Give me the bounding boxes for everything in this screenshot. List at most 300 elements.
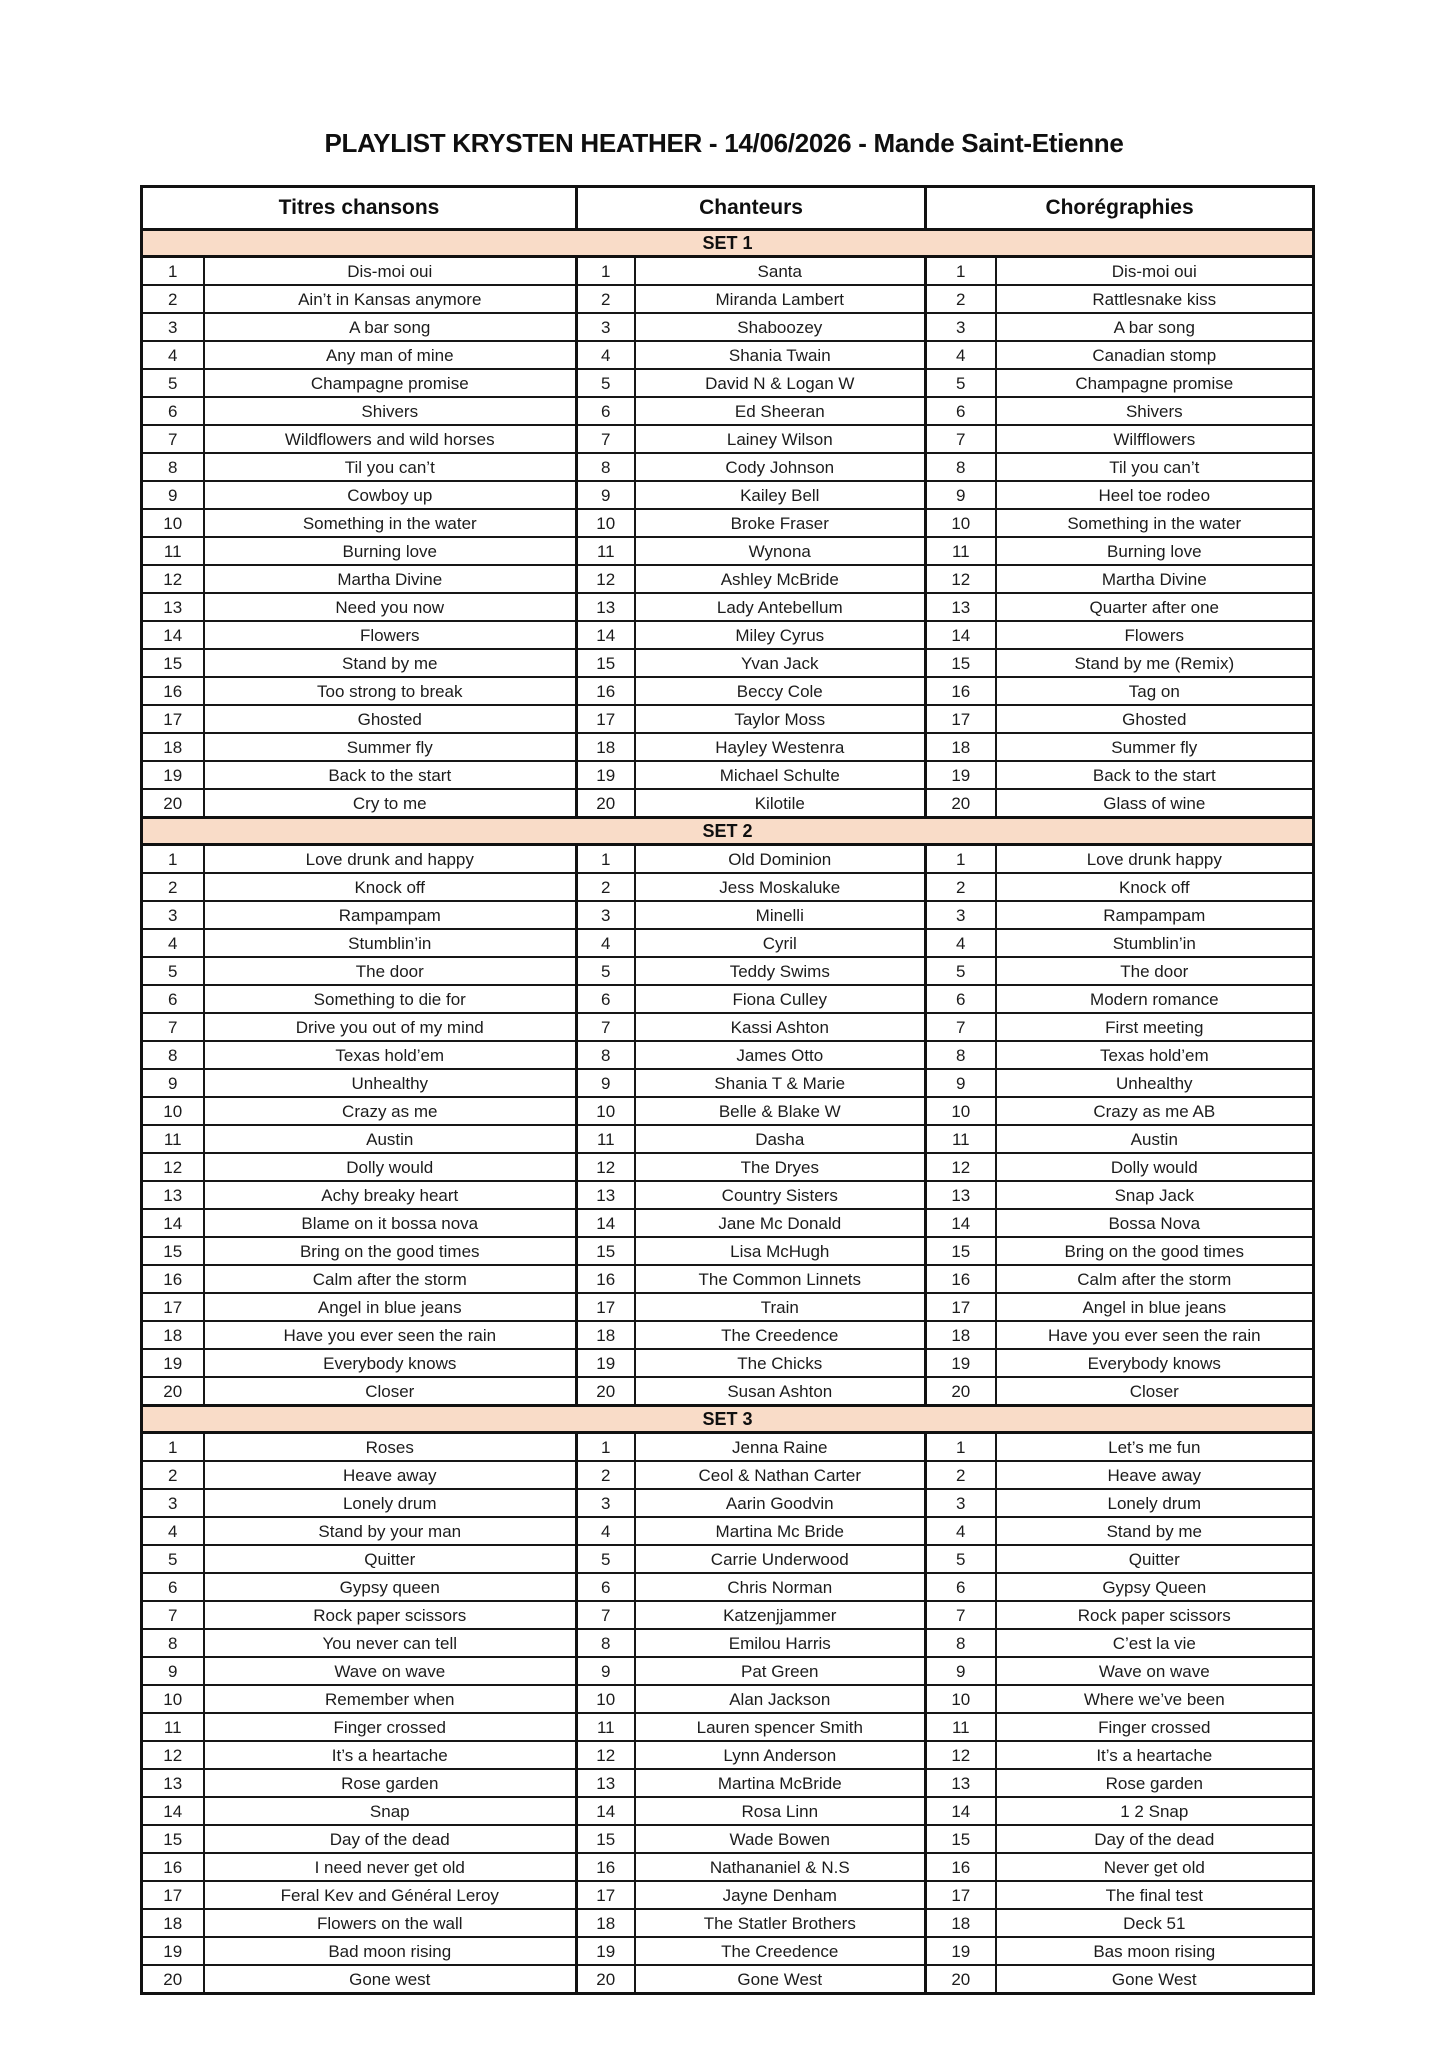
- choreography-cell: Where we’ve been: [996, 1685, 1314, 1713]
- row-number-cell: 11: [142, 537, 204, 565]
- choreography-cell: Stand by me: [996, 1517, 1314, 1545]
- song-title-cell: Heave away: [204, 1461, 577, 1489]
- row-number-cell: 14: [142, 1209, 204, 1237]
- choreography-cell: Burning love: [996, 537, 1314, 565]
- table-row: [142, 1153, 1314, 1181]
- table-row: [142, 1517, 1314, 1545]
- row-number-cell: 17: [926, 1293, 996, 1321]
- row-number-cell: 7: [577, 1601, 635, 1629]
- choreography-cell: Modern romance: [996, 985, 1314, 1013]
- row-number-cell: 9: [926, 1069, 996, 1097]
- song-title-cell: Austin: [204, 1125, 577, 1153]
- row-number-cell: 6: [577, 397, 635, 425]
- choreography-cell: Have you ever seen the rain: [996, 1321, 1314, 1349]
- row-number-cell: 18: [577, 733, 635, 761]
- row-number-cell: 5: [926, 1545, 996, 1573]
- row-number-cell: 14: [577, 1209, 635, 1237]
- singer-cell: Katzenjjammer: [635, 1601, 926, 1629]
- song-title-cell: Remember when: [204, 1685, 577, 1713]
- row-number-cell: 10: [926, 1097, 996, 1125]
- table-row: [142, 957, 1314, 985]
- table-row: [142, 677, 1314, 705]
- row-number-cell: 1: [926, 1433, 996, 1462]
- singer-cell: Pat Green: [635, 1657, 926, 1685]
- row-number-cell: 1: [142, 257, 204, 286]
- singer-cell: Jane Mc Donald: [635, 1209, 926, 1237]
- choreography-cell: Day of the dead: [996, 1825, 1314, 1853]
- row-number-cell: 17: [926, 1881, 996, 1909]
- choreography-cell: Gone West: [996, 1965, 1314, 1994]
- singer-cell: Shania T & Marie: [635, 1069, 926, 1097]
- row-number-cell: 11: [142, 1713, 204, 1741]
- row-number-cell: 5: [926, 369, 996, 397]
- choreography-cell: Canadian stomp: [996, 341, 1314, 369]
- row-number-cell: 14: [926, 621, 996, 649]
- song-title-cell: Bad moon rising: [204, 1937, 577, 1965]
- row-number-cell: 8: [142, 1041, 204, 1069]
- singer-cell: Carrie Underwood: [635, 1545, 926, 1573]
- singer-cell: Martina McBride: [635, 1769, 926, 1797]
- row-number-cell: 17: [142, 1881, 204, 1909]
- choreography-cell: Gypsy Queen: [996, 1573, 1314, 1601]
- row-number-cell: 11: [926, 537, 996, 565]
- choreography-cell: Dis-moi oui: [996, 257, 1314, 286]
- choreography-cell: Stumblin’in: [996, 929, 1314, 957]
- choreography-cell: It’s a heartache: [996, 1741, 1314, 1769]
- song-title-cell: Martha Divine: [204, 565, 577, 593]
- singer-cell: Jess Moskaluke: [635, 873, 926, 901]
- table-row: [142, 481, 1314, 509]
- row-number-cell: 18: [926, 1321, 996, 1349]
- table-row: [142, 1825, 1314, 1853]
- table-row: [142, 1237, 1314, 1265]
- choreography-cell: First meeting: [996, 1013, 1314, 1041]
- choreography-cell: Tag on: [996, 677, 1314, 705]
- row-number-cell: 15: [577, 1825, 635, 1853]
- table-row: [142, 1573, 1314, 1601]
- song-title-cell: Roses: [204, 1433, 577, 1462]
- song-title-cell: Cry to me: [204, 789, 577, 818]
- table-row: [142, 537, 1314, 565]
- table-row: [142, 705, 1314, 733]
- row-number-cell: 6: [926, 1573, 996, 1601]
- choreography-cell: Back to the start: [996, 761, 1314, 789]
- row-number-cell: 5: [142, 957, 204, 985]
- song-title-cell: Dis-moi oui: [204, 257, 577, 286]
- row-number-cell: 17: [142, 705, 204, 733]
- row-number-cell: 3: [142, 901, 204, 929]
- table-row: [142, 1321, 1314, 1349]
- row-number-cell: 19: [577, 1937, 635, 1965]
- song-title-cell: Stumblin’in: [204, 929, 577, 957]
- singer-cell: Old Dominion: [635, 845, 926, 874]
- song-title-cell: Drive you out of my mind: [204, 1013, 577, 1041]
- choreography-cell: Something in the water: [996, 509, 1314, 537]
- table-row: [142, 1349, 1314, 1377]
- row-number-cell: 7: [142, 1013, 204, 1041]
- singer-cell: Lynn Anderson: [635, 1741, 926, 1769]
- song-title-cell: Finger crossed: [204, 1713, 577, 1741]
- row-number-cell: 12: [926, 1153, 996, 1181]
- choreography-cell: Wave on wave: [996, 1657, 1314, 1685]
- row-number-cell: 16: [577, 1853, 635, 1881]
- table-row: [142, 397, 1314, 425]
- row-number-cell: 15: [577, 1237, 635, 1265]
- song-title-cell: Everybody knows: [204, 1349, 577, 1377]
- singer-cell: Nathananiel & N.S: [635, 1853, 926, 1881]
- table-row: [142, 593, 1314, 621]
- singer-cell: Belle & Blake W: [635, 1097, 926, 1125]
- singer-cell: The Creedence: [635, 1321, 926, 1349]
- table-row: [142, 1713, 1314, 1741]
- row-number-cell: 1: [142, 1433, 204, 1462]
- singer-cell: Beccy Cole: [635, 677, 926, 705]
- row-number-cell: 6: [142, 1573, 204, 1601]
- row-number-cell: 6: [926, 397, 996, 425]
- row-number-cell: 20: [577, 789, 635, 818]
- song-title-cell: Too strong to break: [204, 677, 577, 705]
- table-row: [142, 1293, 1314, 1321]
- singer-cell: The Creedence: [635, 1937, 926, 1965]
- choreography-cell: Crazy as me AB: [996, 1097, 1314, 1125]
- choreography-cell: Summer fly: [996, 733, 1314, 761]
- song-title-cell: Burning love: [204, 537, 577, 565]
- singer-cell: Susan Ashton: [635, 1377, 926, 1406]
- table-row: [142, 901, 1314, 929]
- table-row: [142, 1097, 1314, 1125]
- row-number-cell: 2: [577, 873, 635, 901]
- table-row: [142, 1209, 1314, 1237]
- table-row: [142, 789, 1314, 818]
- row-number-cell: 12: [577, 565, 635, 593]
- row-number-cell: 2: [577, 285, 635, 313]
- row-number-cell: 3: [926, 901, 996, 929]
- set-label: SET 2: [142, 818, 1314, 845]
- row-number-cell: 14: [577, 1797, 635, 1825]
- table-row: [142, 621, 1314, 649]
- row-number-cell: 19: [926, 1349, 996, 1377]
- song-title-cell: Angel in blue jeans: [204, 1293, 577, 1321]
- row-number-cell: 6: [142, 397, 204, 425]
- choreography-cell: Finger crossed: [996, 1713, 1314, 1741]
- choreography-cell: Unhealthy: [996, 1069, 1314, 1097]
- row-number-cell: 18: [926, 733, 996, 761]
- song-title-cell: A bar song: [204, 313, 577, 341]
- singer-cell: Kailey Bell: [635, 481, 926, 509]
- row-number-cell: 15: [577, 649, 635, 677]
- row-number-cell: 19: [142, 1349, 204, 1377]
- choreography-cell: Deck 51: [996, 1909, 1314, 1937]
- singer-cell: Ashley McBride: [635, 565, 926, 593]
- set-band-row: [142, 230, 1314, 257]
- row-number-cell: 19: [926, 1937, 996, 1965]
- singer-cell: Miley Cyrus: [635, 621, 926, 649]
- choreography-cell: Knock off: [996, 873, 1314, 901]
- row-number-cell: 7: [926, 425, 996, 453]
- row-number-cell: 2: [142, 285, 204, 313]
- singer-cell: Miranda Lambert: [635, 285, 926, 313]
- choreography-cell: The final test: [996, 1881, 1314, 1909]
- song-title-cell: It’s a heartache: [204, 1741, 577, 1769]
- table-row: [142, 509, 1314, 537]
- choreography-cell: Texas hold’em: [996, 1041, 1314, 1069]
- row-number-cell: 16: [577, 1265, 635, 1293]
- row-number-cell: 11: [577, 1125, 635, 1153]
- row-number-cell: 18: [142, 1321, 204, 1349]
- row-number-cell: 11: [926, 1713, 996, 1741]
- row-number-cell: 18: [577, 1321, 635, 1349]
- singer-cell: Lisa McHugh: [635, 1237, 926, 1265]
- table-row: [142, 1181, 1314, 1209]
- singer-cell: Lainey Wilson: [635, 425, 926, 453]
- table-row: [142, 1685, 1314, 1713]
- song-title-cell: Closer: [204, 1377, 577, 1406]
- row-number-cell: 5: [577, 957, 635, 985]
- row-number-cell: 16: [926, 1265, 996, 1293]
- row-number-cell: 4: [142, 1517, 204, 1545]
- row-number-cell: 3: [926, 313, 996, 341]
- row-number-cell: 6: [577, 1573, 635, 1601]
- row-number-cell: 6: [142, 985, 204, 1013]
- song-title-cell: Flowers: [204, 621, 577, 649]
- song-title-cell: Need you now: [204, 593, 577, 621]
- singer-cell: Broke Fraser: [635, 509, 926, 537]
- song-title-cell: Blame on it bossa nova: [204, 1209, 577, 1237]
- row-number-cell: 10: [142, 1685, 204, 1713]
- singer-cell: Alan Jackson: [635, 1685, 926, 1713]
- row-number-cell: 7: [926, 1013, 996, 1041]
- table-row: [142, 313, 1314, 341]
- row-number-cell: 20: [926, 1965, 996, 1994]
- choreography-cell: Bossa Nova: [996, 1209, 1314, 1237]
- singer-cell: Martina Mc Bride: [635, 1517, 926, 1545]
- row-number-cell: 15: [142, 1825, 204, 1853]
- row-number-cell: 13: [577, 1181, 635, 1209]
- singer-cell: Fiona Culley: [635, 985, 926, 1013]
- song-title-cell: Lonely drum: [204, 1489, 577, 1517]
- row-number-cell: 14: [926, 1209, 996, 1237]
- song-title-cell: The door: [204, 957, 577, 985]
- table-row: [142, 1741, 1314, 1769]
- row-number-cell: 20: [142, 1377, 204, 1406]
- row-number-cell: 5: [577, 369, 635, 397]
- choreography-cell: Martha Divine: [996, 565, 1314, 593]
- table-row: [142, 257, 1314, 286]
- choreography-cell: Stand by me (Remix): [996, 649, 1314, 677]
- song-title-cell: Texas hold’em: [204, 1041, 577, 1069]
- singer-cell: David N & Logan W: [635, 369, 926, 397]
- singer-cell: Jenna Raine: [635, 1433, 926, 1462]
- table-row: [142, 453, 1314, 481]
- row-number-cell: 5: [142, 369, 204, 397]
- choreography-cell: Rattlesnake kiss: [996, 285, 1314, 313]
- singer-cell: Ed Sheeran: [635, 397, 926, 425]
- song-title-cell: Ghosted: [204, 705, 577, 733]
- row-number-cell: 13: [577, 593, 635, 621]
- table-row: [142, 425, 1314, 453]
- table-row: [142, 733, 1314, 761]
- row-number-cell: 19: [142, 1937, 204, 1965]
- song-title-cell: Something in the water: [204, 509, 577, 537]
- row-number-cell: 20: [577, 1965, 635, 1994]
- row-number-cell: 14: [142, 621, 204, 649]
- singer-cell: Train: [635, 1293, 926, 1321]
- row-number-cell: 11: [577, 537, 635, 565]
- choreography-cell: The door: [996, 957, 1314, 985]
- row-number-cell: 17: [577, 705, 635, 733]
- song-title-cell: I need never get old: [204, 1853, 577, 1881]
- singer-cell: Dasha: [635, 1125, 926, 1153]
- song-title-cell: Rose garden: [204, 1769, 577, 1797]
- table-row: [142, 1433, 1314, 1462]
- singer-cell: Minelli: [635, 901, 926, 929]
- choreography-cell: Til you can’t: [996, 453, 1314, 481]
- choreography-cell: Bring on the good times: [996, 1237, 1314, 1265]
- choreography-cell: Quitter: [996, 1545, 1314, 1573]
- table-row: [142, 285, 1314, 313]
- row-number-cell: 8: [577, 1041, 635, 1069]
- singer-cell: Santa: [635, 257, 926, 286]
- row-number-cell: 16: [142, 677, 204, 705]
- song-title-cell: Day of the dead: [204, 1825, 577, 1853]
- row-number-cell: 9: [577, 1069, 635, 1097]
- column-header-titres: Titres chansons: [142, 187, 577, 230]
- row-number-cell: 16: [142, 1853, 204, 1881]
- row-number-cell: 9: [142, 1657, 204, 1685]
- row-number-cell: 1: [577, 845, 635, 874]
- song-title-cell: Dolly would: [204, 1153, 577, 1181]
- song-title-cell: Shivers: [204, 397, 577, 425]
- row-number-cell: 15: [926, 649, 996, 677]
- header-row: [142, 187, 1314, 230]
- row-number-cell: 8: [577, 1629, 635, 1657]
- singer-cell: Aarin Goodvin: [635, 1489, 926, 1517]
- song-title-cell: Have you ever seen the rain: [204, 1321, 577, 1349]
- choreography-cell: Angel in blue jeans: [996, 1293, 1314, 1321]
- singer-cell: Taylor Moss: [635, 705, 926, 733]
- choreography-cell: Closer: [996, 1377, 1314, 1406]
- row-number-cell: 6: [926, 985, 996, 1013]
- row-number-cell: 1: [142, 845, 204, 874]
- row-number-cell: 10: [926, 509, 996, 537]
- row-number-cell: 13: [577, 1769, 635, 1797]
- row-number-cell: 15: [926, 1237, 996, 1265]
- row-number-cell: 20: [142, 789, 204, 818]
- row-number-cell: 2: [926, 873, 996, 901]
- song-title-cell: Wave on wave: [204, 1657, 577, 1685]
- choreography-cell: Snap Jack: [996, 1181, 1314, 1209]
- singer-cell: Shaboozey: [635, 313, 926, 341]
- choreography-cell: Love drunk happy: [996, 845, 1314, 874]
- row-number-cell: 16: [926, 677, 996, 705]
- table-row: [142, 1769, 1314, 1797]
- row-number-cell: 8: [142, 453, 204, 481]
- singer-cell: Michael Schulte: [635, 761, 926, 789]
- row-number-cell: 7: [577, 425, 635, 453]
- singer-cell: Jayne Denham: [635, 1881, 926, 1909]
- set-band-row: [142, 1406, 1314, 1433]
- table-row: [142, 1797, 1314, 1825]
- table-row: [142, 1013, 1314, 1041]
- choreography-cell: Shivers: [996, 397, 1314, 425]
- table-row: [142, 1489, 1314, 1517]
- singer-cell: Cody Johnson: [635, 453, 926, 481]
- table-row: [142, 1265, 1314, 1293]
- column-header-chanteurs: Chanteurs: [577, 187, 926, 230]
- singer-cell: Hayley Westenra: [635, 733, 926, 761]
- row-number-cell: 1: [926, 257, 996, 286]
- song-title-cell: Unhealthy: [204, 1069, 577, 1097]
- row-number-cell: 14: [926, 1797, 996, 1825]
- singer-cell: Wynona: [635, 537, 926, 565]
- song-title-cell: Knock off: [204, 873, 577, 901]
- row-number-cell: 9: [142, 481, 204, 509]
- playlist-table-body: [142, 230, 1314, 1994]
- table-row: [142, 1937, 1314, 1965]
- page-title: PLAYLIST KRYSTEN HEATHER - 14/06/2026 - Mande Saint-Etienne: [324, 128, 1124, 158]
- choreography-cell: Glass of wine: [996, 789, 1314, 818]
- table-row: [142, 1629, 1314, 1657]
- song-title-cell: Stand by me: [204, 649, 577, 677]
- choreography-cell: Calm after the storm: [996, 1265, 1314, 1293]
- row-number-cell: 7: [142, 1601, 204, 1629]
- table-row: [142, 1965, 1314, 1994]
- row-number-cell: 13: [926, 1769, 996, 1797]
- table-row: [142, 1041, 1314, 1069]
- row-number-cell: 7: [577, 1013, 635, 1041]
- row-number-cell: 10: [142, 1097, 204, 1125]
- table-row: [142, 1545, 1314, 1573]
- row-number-cell: 17: [142, 1293, 204, 1321]
- row-number-cell: 4: [926, 929, 996, 957]
- singer-cell: Country Sisters: [635, 1181, 926, 1209]
- song-title-cell: Calm after the storm: [204, 1265, 577, 1293]
- song-title-cell: Champagne promise: [204, 369, 577, 397]
- row-number-cell: 15: [142, 649, 204, 677]
- row-number-cell: 15: [142, 1237, 204, 1265]
- row-number-cell: 1: [926, 845, 996, 874]
- row-number-cell: 16: [926, 1853, 996, 1881]
- row-number-cell: 10: [926, 1685, 996, 1713]
- row-number-cell: 10: [577, 509, 635, 537]
- singer-cell: Gone West: [635, 1965, 926, 1994]
- row-number-cell: 9: [926, 481, 996, 509]
- row-number-cell: 4: [142, 341, 204, 369]
- row-number-cell: 11: [577, 1713, 635, 1741]
- row-number-cell: 9: [926, 1657, 996, 1685]
- row-number-cell: 9: [577, 1657, 635, 1685]
- set-label: SET 1: [142, 230, 1314, 257]
- song-title-cell: Gypsy queen: [204, 1573, 577, 1601]
- row-number-cell: 2: [926, 1461, 996, 1489]
- song-title-cell: Bring on the good times: [204, 1237, 577, 1265]
- row-number-cell: 11: [142, 1125, 204, 1153]
- row-number-cell: 3: [577, 313, 635, 341]
- table-row: [142, 1069, 1314, 1097]
- row-number-cell: 13: [142, 1181, 204, 1209]
- row-number-cell: 17: [577, 1881, 635, 1909]
- row-number-cell: 20: [577, 1377, 635, 1406]
- row-number-cell: 20: [926, 1377, 996, 1406]
- song-title-cell: Something to die for: [204, 985, 577, 1013]
- table-row: [142, 1853, 1314, 1881]
- row-number-cell: 2: [926, 285, 996, 313]
- row-number-cell: 19: [926, 761, 996, 789]
- row-number-cell: 7: [926, 1601, 996, 1629]
- table-row: [142, 761, 1314, 789]
- row-number-cell: 5: [142, 1545, 204, 1573]
- row-number-cell: 19: [577, 761, 635, 789]
